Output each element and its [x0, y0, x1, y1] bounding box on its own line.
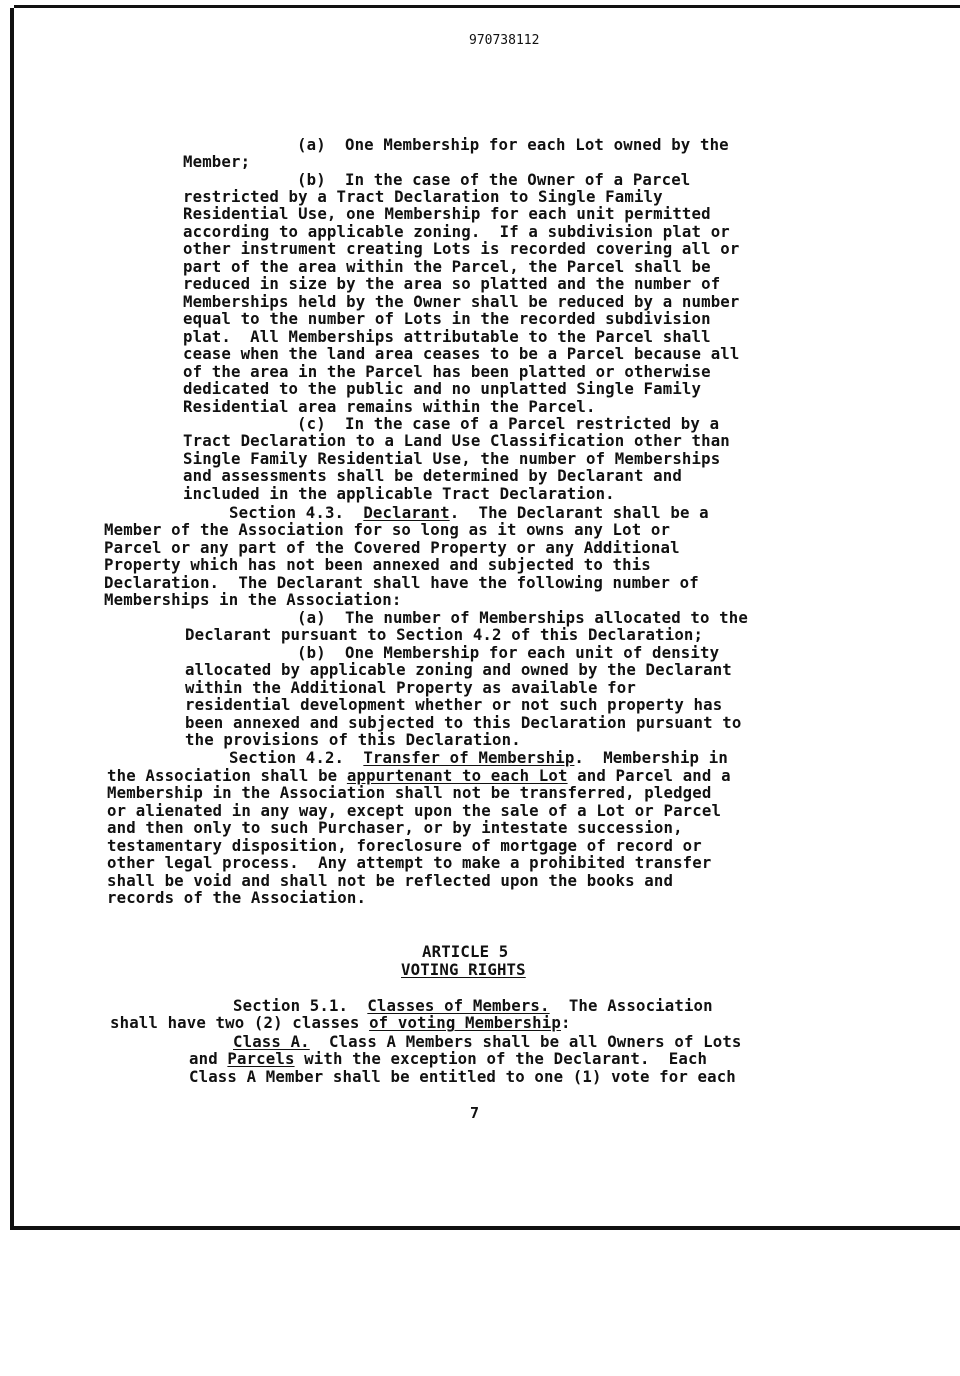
text-run: records of the Association. — [107, 888, 367, 907]
text-run: Residential Use, one Membership for each unit permitted — [183, 204, 711, 223]
text-run: and assessments shall be determined by Declarant and — [183, 466, 682, 485]
text-line — [107, 767, 731, 784]
document-number: 970738112 — [469, 33, 540, 48]
text-line — [183, 223, 730, 240]
text-line — [110, 1014, 571, 1031]
text-line — [183, 275, 720, 292]
text-line — [183, 432, 730, 449]
text-line — [185, 679, 636, 696]
text-line — [107, 872, 673, 889]
text-line — [107, 889, 366, 906]
text-line — [183, 293, 740, 310]
text-run: Section 5.1. — [233, 996, 368, 1015]
text-run: of the area in the Parcel has been platted or otherwise — [183, 362, 711, 381]
text-run: The Association — [549, 996, 713, 1015]
text-run: Parcel or any part of the Covered Property or any Additional — [104, 538, 680, 557]
text-line — [229, 749, 728, 766]
text-line — [185, 626, 703, 643]
text-run: Memberships held by the Owner shall be reduced by a number — [183, 292, 740, 311]
text-run: or alienated in any way, except upon the sale of a Lot or Parcel — [107, 801, 722, 820]
text-run: allocated by applicable zoning and owned by the Declarant — [185, 660, 732, 679]
text-run: dedicated to the public and no unplatted Single Family — [183, 379, 702, 398]
text-line — [183, 153, 250, 170]
underlined-text: Parcels — [227, 1049, 295, 1068]
text-run: Declaration. The Declarant shall have the following number of — [104, 573, 699, 592]
text-line — [183, 240, 740, 257]
underlined-text: Classes of Members. — [367, 996, 550, 1015]
text-run: (a) One Membership for each Lot owned by the — [297, 135, 729, 154]
text-run: other legal process. Any attempt to make a prohibited transfer — [107, 853, 712, 872]
text-run: reduced in size by the area so platted and the number of — [183, 274, 721, 293]
text-line — [107, 854, 711, 871]
text-line — [107, 819, 683, 836]
text-line — [297, 415, 719, 432]
text-line — [107, 784, 711, 801]
text-run: cease when the land area ceases to be a Parcel because all — [183, 344, 740, 363]
text-run: : — [560, 1013, 571, 1032]
text-line — [183, 258, 711, 275]
text-line — [104, 539, 680, 556]
text-line — [104, 556, 651, 573]
text-run: residential development whether or not such property has — [185, 695, 723, 714]
text-run: Declarant pursuant to Section 4.2 of this Declaration; — [185, 625, 704, 644]
text-line — [297, 136, 729, 153]
text-line — [183, 188, 663, 205]
text-line — [185, 731, 521, 748]
scan-border-bottom — [10, 1226, 960, 1230]
text-run: . Membership in — [574, 748, 728, 767]
underlined-text: of voting Membership — [369, 1013, 561, 1032]
text-line — [297, 171, 690, 188]
text-run: included in the applicable Tract Declaration. — [183, 484, 615, 503]
text-line — [107, 837, 702, 854]
text-line — [297, 644, 719, 661]
text-line — [104, 591, 401, 608]
text-line — [183, 398, 596, 415]
text-run: restricted by a Tract Declaration to Single Family — [183, 187, 663, 206]
text-run: Membership in the Association shall not be transferred, pledged — [107, 783, 712, 802]
page-number: 7 — [470, 1104, 480, 1122]
text-line — [183, 467, 682, 484]
text-line — [422, 943, 508, 960]
text-line — [401, 961, 526, 978]
text-run: Single Family Residential Use, the number of Memberships — [183, 449, 721, 468]
text-run: part of the area within the Parcel, the Parcel shall be — [183, 257, 711, 276]
text-line — [183, 380, 701, 397]
underlined-text: Transfer of Membership — [363, 748, 575, 767]
text-run: Member; — [183, 152, 251, 171]
text-run: shall be void and shall not be reflected upon the books and — [107, 871, 674, 890]
text-line — [189, 1068, 736, 1085]
text-run: (a) The number of Memberships allocated to the — [297, 608, 748, 627]
text-line — [229, 504, 709, 521]
text-line — [185, 696, 722, 713]
text-run: and Parcel and a — [567, 766, 731, 785]
underlined-text: appurtenant to each Lot — [346, 766, 568, 785]
scan-border-left — [10, 8, 14, 1230]
text-run: Residential area remains within the Parcel. — [183, 397, 596, 416]
text-run: Class A Members shall be all Owners of Lots — [309, 1032, 742, 1051]
text-run: other instrument creating Lots is recorded covering all or — [183, 239, 740, 258]
text-run: equal to the number of Lots in the recorded subdivision — [183, 309, 711, 328]
text-run: the Association shall be — [107, 766, 347, 785]
text-run: shall have two (2) classes — [110, 1013, 370, 1032]
text-run: Member of the Association for so long as it owns any Lot or — [104, 520, 671, 539]
text-line — [104, 521, 670, 538]
text-line — [183, 345, 740, 362]
scan-border-top — [14, 5, 960, 8]
text-run: Tract Declaration to a Land Use Classification other than — [183, 431, 730, 450]
text-line — [233, 997, 713, 1014]
text-run: been annexed and subjected to this Declaration pursuant to — [185, 713, 742, 732]
text-line — [183, 450, 720, 467]
text-run: (b) In the case of the Owner of a Parcel — [297, 170, 691, 189]
text-run: (b) One Membership for each unit of density — [297, 643, 720, 662]
underlined-text: Class A. — [233, 1032, 310, 1051]
text-run: and then only to such Purchaser, or by intestate succession, — [107, 818, 683, 837]
text-run: and — [189, 1049, 228, 1068]
text-line — [297, 609, 748, 626]
underlined-text: VOTING RIGHTS — [401, 960, 526, 979]
text-run: within the Additional Property as available for — [185, 678, 636, 697]
text-run: (c) In the case of a Parcel restricted by a — [297, 414, 720, 433]
text-line — [185, 661, 732, 678]
text-run: according to applicable zoning. If a subdivision plat or — [183, 222, 730, 241]
text-run: Memberships in the Association: — [104, 590, 402, 609]
text-line — [107, 802, 721, 819]
text-line — [104, 574, 699, 591]
text-line — [183, 363, 711, 380]
text-run: Section 4.3. — [229, 503, 364, 522]
text-line — [183, 205, 711, 222]
text-line — [183, 485, 615, 502]
text-line — [185, 714, 742, 731]
text-run: Section 4.2. — [229, 748, 364, 767]
text-line — [183, 310, 711, 327]
text-run: Class A Member shall be entitled to one (1) vote for each — [189, 1067, 736, 1086]
text-run: plat. All Memberships attributable to the Parcel shall — [183, 327, 711, 346]
text-run: the provisions of this Declaration. — [185, 730, 521, 749]
text-run: ARTICLE 5 — [422, 942, 509, 961]
text-run: . The Declarant shall be a — [449, 503, 709, 522]
text-line — [189, 1050, 707, 1067]
text-line — [183, 328, 711, 345]
text-run: testamentary disposition, foreclosure of mortgage of record or — [107, 836, 702, 855]
text-line — [233, 1033, 742, 1050]
text-run: with the exception of the Declarant. Each — [294, 1049, 708, 1068]
text-run: Property which has not been annexed and subjected to this — [104, 555, 651, 574]
underlined-text: Declarant — [363, 503, 450, 522]
